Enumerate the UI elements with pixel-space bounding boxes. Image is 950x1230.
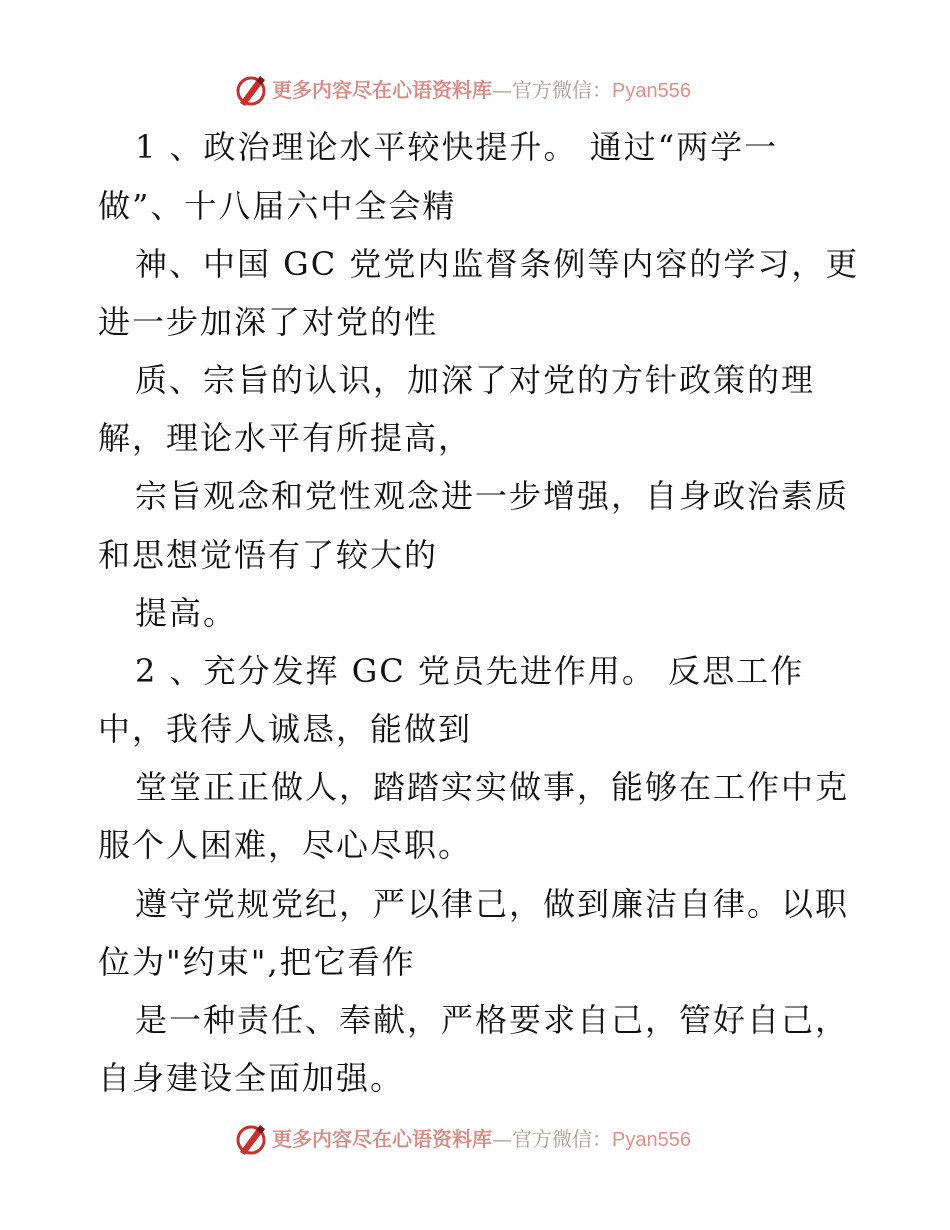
text-line: 进一步加深了对党的性 [98,303,439,341]
watermark-site-name: 更多内容尽在心语资料库 [272,1127,492,1151]
text-line: 遵守党规党纪，严以律己，做到廉洁自律。以职 [135,885,850,923]
text-line: 服个人困难，尽心尽职。 [98,826,473,864]
text-line: 是一种责任、奉献，严格要求自己，管好自己， [135,1001,850,1039]
watermark-wechat-id: Pyan556 [612,80,691,102]
watermark-site-name: 更多内容尽在心语资料库 [272,78,492,102]
footer-watermark [0,1121,950,1157]
text-line: 堂堂正正做人，踏踏实实做事，能够在工作中克 [135,768,850,806]
text-line: 做”、十八届六中全会精 [98,187,457,225]
text-line: 神、中国 GC 党党内监督条例等内容的学习，更 [135,245,860,283]
text-line: 自身建设全面加强。 [98,1059,405,1097]
text-line: 中，我待人诚恳，能做到 [98,710,473,748]
watermark-wechat-label: —官方微信： [492,1127,612,1151]
watermark-wechat-label: —官方微信： [492,78,612,102]
text-line: 1 、政治理论水平较快提升。 通过“两学一 [135,128,779,166]
text-line: 宗旨观念和党性观念进一步增强，自身政治素质 [135,477,850,515]
text-line: 提高。 [135,594,238,632]
pen-logo-icon [234,1122,268,1156]
watermark-wechat-id: Pyan556 [612,1129,691,1151]
text-line: 2 、充分发挥 GC 党员先进作用。 反思工作 [135,652,805,690]
text-line: 和思想觉悟有了较大的 [98,536,439,574]
text-line: 位为"约束",把它看作 [98,943,416,981]
text-line: 解，理论水平有所提高， [98,419,473,457]
text-line: 质、宗旨的认识，加深了对党的方针政策的理 [135,361,816,399]
